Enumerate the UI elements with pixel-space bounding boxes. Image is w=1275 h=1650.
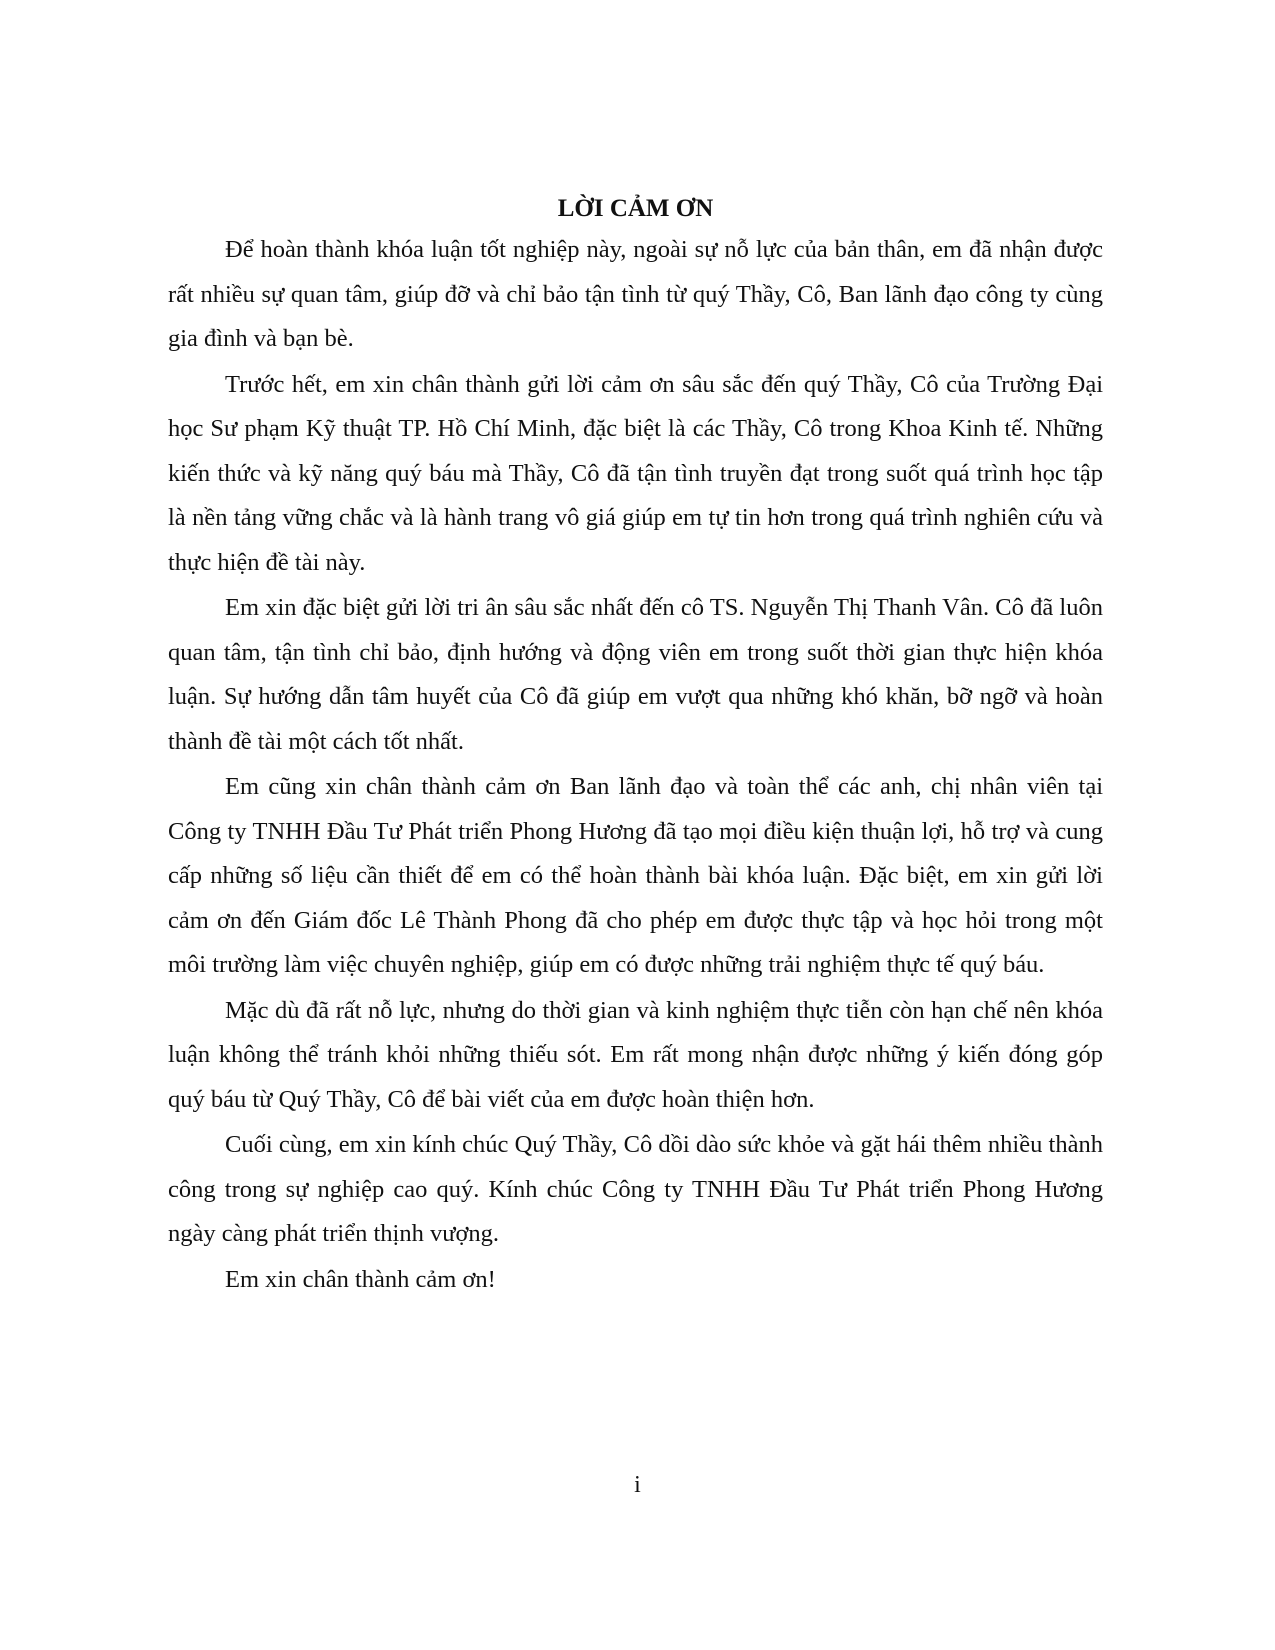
paragraph-university-thanks: Trước hết, em xin chân thành gửi lời cảm ơn sâu sắc đến quý Thầy, Cô của Trường Đại học Sư phạm Kỹ thuật TP. Hồ Chí Minh, đặc biệt là các Thầy, Cô trong Khoa Kinh tế. Những kiến thức và kỹ năng quý báu mà Thầy, Cô đã tận tình truyền đạt trong suốt quá trình học tập là nền tảng vững chắc và là hành trang vô giá giúp em tự tin hơn trong quá trình nghiên cứu và thực hiện đề tài này.	[168, 370, 1103, 576]
paragraph-company-thanks: Em cũng xin chân thành cảm ơn Ban lãnh đạo và toàn thể các anh, chị nhân viên tại Công ty TNHH Đầu Tư Phát triển Phong Hương đã tạo mọi điều kiện thuận lợi, hỗ trợ và cung cấp những số liệu cần thiết để em có thể hoàn thành bài khóa luận. Đặc biệt, em xin gửi lời cảm ơn đến Giám đốc Lê Thành Phong đã cho phép em được thực tập và học hỏi trong một môi trường làm việc chuyên nghiệp, giúp em có được những trải nghiệm thực tế quý báu.	[168, 773, 1103, 978]
page-title: LỜI CẢM ƠN	[557, 195, 714, 222]
paragraph-closing: Em xin chân thành cảm ơn!	[225, 1265, 496, 1293]
page-number: i	[634, 1472, 641, 1498]
paragraph-limitations: Mặc dù đã rất nỗ lực, nhưng do thời gian và kinh nghiệm thực tiễn còn hạn chế nên khóa luận không thể tránh khỏi những thiếu sót. Em rất mong nhận được những ý kiến đóng góp quý báu từ Quý Thầy, Cô để bài viết của em được hoàn thiện hơn.	[168, 996, 1103, 1113]
page-content	[168, 192, 1103, 1303]
paragraph-wishes: Cuối cùng, em xin kính chúc Quý Thầy, Cô dồi dào sức khỏe và gặt hái thêm nhiều thành công trong sự nghiệp cao quý. Kính chúc Công ty TNHH Đầu Tư Phát triển Phong Hương ngày càng phát triển thịnh vượng.	[168, 1131, 1103, 1247]
paragraph-advisor-thanks: Em xin đặc biệt gửi lời tri ân sâu sắc nhất đến cô TS. Nguyễn Thị Thanh Vân. Cô đã luôn quan tâm, tận tình chỉ bảo, định hướng và động viên em trong suốt thời gian thực hiện khóa luận. Sự hướng dẫn tâm huyết của Cô đã giúp em vượt qua những khó khăn, bỡ ngỡ và hoàn thành đề tài một cách tốt nhất.	[168, 594, 1103, 755]
paragraph-intro: Để hoàn thành khóa luận tốt nghiệp này, ngoài sự nỗ lực của bản thân, em đã nhận được rất nhiều sự quan tâm, giúp đỡ và chỉ bảo tận tình từ quý Thầy, Cô, Ban lãnh đạo công ty cùng gia đình và bạn bè.	[168, 236, 1103, 352]
